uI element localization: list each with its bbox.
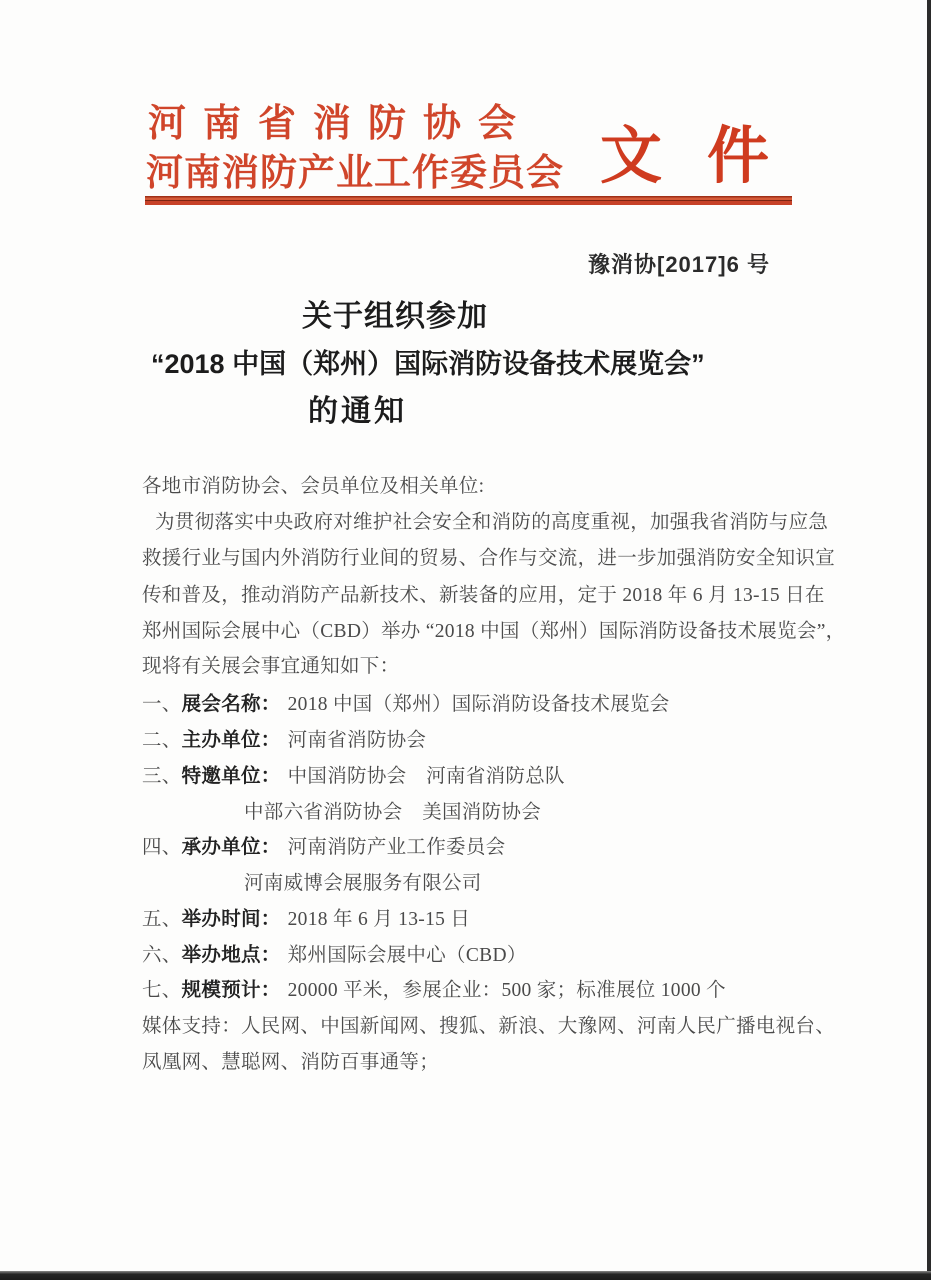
title-line-3: 的通知 [308,395,407,428]
scan-edge-bottom [0,1271,931,1280]
item-number: 七、 [142,980,182,1001]
item-value: 河南省消防协会 [287,730,427,751]
item-label: 规模预计： [181,979,281,1001]
list-item [142,939,527,967]
list-item [142,831,505,859]
item-number: 五、 [142,909,182,930]
item-value: 中国消防协会 河南省消防总队 [287,766,565,787]
item-label: 承办单位： [181,836,281,858]
scan-edge-right [927,0,931,1280]
list-item [142,903,470,931]
paragraph-line: 传和普及，推动消防产品新技术、新装备的应用，定于 2018 年 6 月 13-15 日在 [142,585,825,606]
item-number: 三、 [142,766,182,787]
item-value: 河南威博会展服务有限公司 [244,873,482,894]
org-name-line-2: 河南消防产业工作委员会 [146,152,564,193]
item-label: 展会名称： [181,693,281,715]
title-line-2: “2018 中国（郑州）国际消防设备技术展览会” [151,349,705,379]
doc-type-label: 文件 [600,122,815,191]
item-label: 举办时间： [181,908,281,930]
list-item-continuation [244,867,482,895]
item-value: 2018 中国（郑州）国际消防设备技术展览会 [287,694,670,715]
item-label: 主办单位： [181,729,281,751]
item-value: 20000 平米，参展企业：500 家；标准展位 1000 个 [287,980,726,1001]
item-label: 举办地点： [181,944,281,966]
item-value: 河南消防产业工作委员会 [287,837,506,858]
org-name-line-1: 河南省消防协会 [148,103,534,145]
title-line-1: 关于组织参加 [302,300,488,333]
list-item [142,760,565,788]
media-support-line: 凤凰网、慧聪网、消防百事通等； [142,1052,440,1073]
item-number: 一、 [142,694,182,715]
item-number: 四、 [142,837,182,858]
item-label: 特邀单位： [181,765,281,787]
paragraph-line: 为贯彻落实中央政府对维护社会安全和消防的高度重视，加强我省消防与应急 [155,512,829,533]
salutation: 各地市消防协会、会员单位及相关单位: [142,476,485,497]
item-value: 中部六省消防协会 美国消防协会 [244,802,542,823]
letterhead-rule [145,196,792,205]
list-item [142,974,726,1002]
paragraph-line: 救援行业与国内外消防行业间的贸易、合作与交流，进一步加强消防安全知识宣 [142,548,836,569]
list-item-continuation [244,796,541,824]
paragraph-line: 现将有关展会事宜通知如下： [142,656,400,677]
list-item [142,724,426,752]
item-number: 二、 [142,730,182,751]
list-item [142,688,670,716]
media-support-line: 媒体支持：人民网、中国新闻网、搜狐、新浪、大豫网、河南人民广播电视台、 [142,1016,836,1037]
item-value: 郑州国际会展中心（CBD） [287,945,527,966]
item-number: 六、 [142,945,182,966]
item-value: 2018 年 6 月 13-15 日 [287,909,471,930]
doc-number: 豫消协[2017]6 号 [588,252,770,277]
paragraph-line: 郑州国际会展中心（CBD）举办 “2018 中国（郑州）国际消防设备技术展览会”， [142,621,846,642]
